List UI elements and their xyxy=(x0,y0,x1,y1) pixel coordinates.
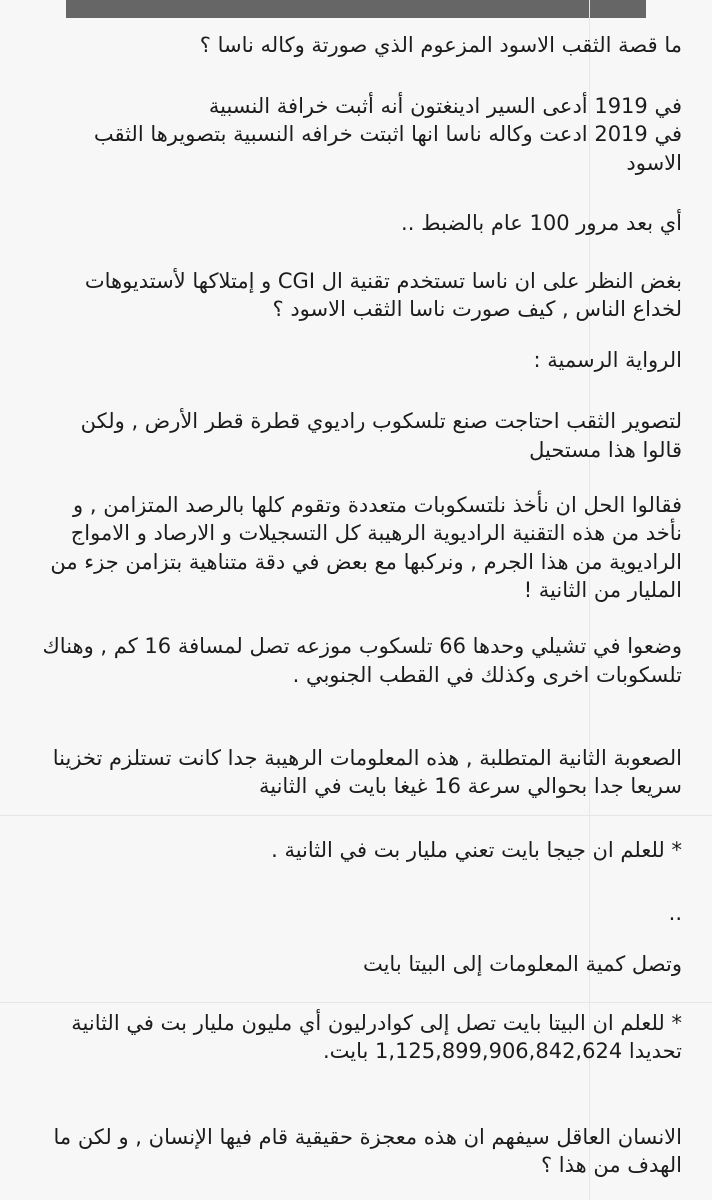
text-line: نأخد من هذه التقنية الراديوية الرهيبة كل التسجيلات و الارصاد و الامواج xyxy=(70,521,682,545)
text-line: الانسان العاقل سيفهم ان هذه معجزة حقيقية قام فيها الإنسان , و لكن ما xyxy=(53,1125,682,1149)
article-title: ما قصة الثقب الاسود المزعوم الذي صورتة وكاله ناسا ؟ xyxy=(199,33,682,57)
text-line: فقالوا الحل ان نأخذ نلتسكوبات متعددة وتقوم كلها بالرصد المتزامن , و xyxy=(73,493,682,517)
text-line: المليار من الثانية ! xyxy=(523,578,682,602)
text-line: وضعوا في تشيلي وحدها 66 تلسكوب موزعه تصل لمسافة 16 كم , وهناك xyxy=(42,634,682,658)
text-line: في 1919 أدعى السير ادينغتون أنه أثبت خرافة النسبية xyxy=(208,94,682,118)
text-line: بغض النظر على ان ناسا تستخدم تقنية ال CGI و إمتلاكها لأستديوهات xyxy=(84,269,682,293)
text-line: الراديوية من هذا الجرم , ونركبها مع بعض في دقة متناهية بتزامن جزء من xyxy=(50,550,682,574)
text-line: تلسكوبات اخرى وكذلك في القطب الجنوبي . xyxy=(292,663,682,687)
text-line: الاسود xyxy=(626,151,682,175)
text-line: أي بعد مرور 100 عام بالضبط .. xyxy=(401,211,682,235)
text-line: الهدف من هذا ؟ xyxy=(540,1153,682,1177)
text-line: قالوا هذا مستحيل xyxy=(529,438,682,462)
text-line: في 2019 ادعت وكاله ناسا انها اثبتت خرافه النسبية بتصويرها الثقب xyxy=(93,122,682,146)
text-line: سريعا جدا بحوالي سرعة 16 غيغا بايت في الثانية xyxy=(258,774,682,798)
ellipsis: .. xyxy=(668,901,682,925)
note-line: * للعلم ان البيتا بايت تصل إلى كوادرليون أي مليون مليار بت في الثانية xyxy=(71,1011,682,1035)
text-line: لخداع الناس , كيف صورت ناسا الثقب الاسود ؟ xyxy=(272,297,682,321)
section-heading: الرواية الرسمية : xyxy=(533,348,682,372)
text-line: لتصوير الثقب احتاجت صنع تلسكوب راديوي قطرة قطر الأرض , ولكن xyxy=(80,409,682,433)
note-line: * للعلم ان جيجا بايت تعني مليار بت في الثانية . xyxy=(271,838,682,862)
text-line: الصعوبة الثانية المتطلبة , هذه المعلومات الرهيبة جدا كانت تستلزم تخزينا xyxy=(52,746,682,770)
note-line: تحديدا 1,125,899,906,842,624 بايت. xyxy=(322,1039,682,1063)
text-line: وتصل كمية المعلومات إلى البيتا بايت xyxy=(362,952,682,976)
